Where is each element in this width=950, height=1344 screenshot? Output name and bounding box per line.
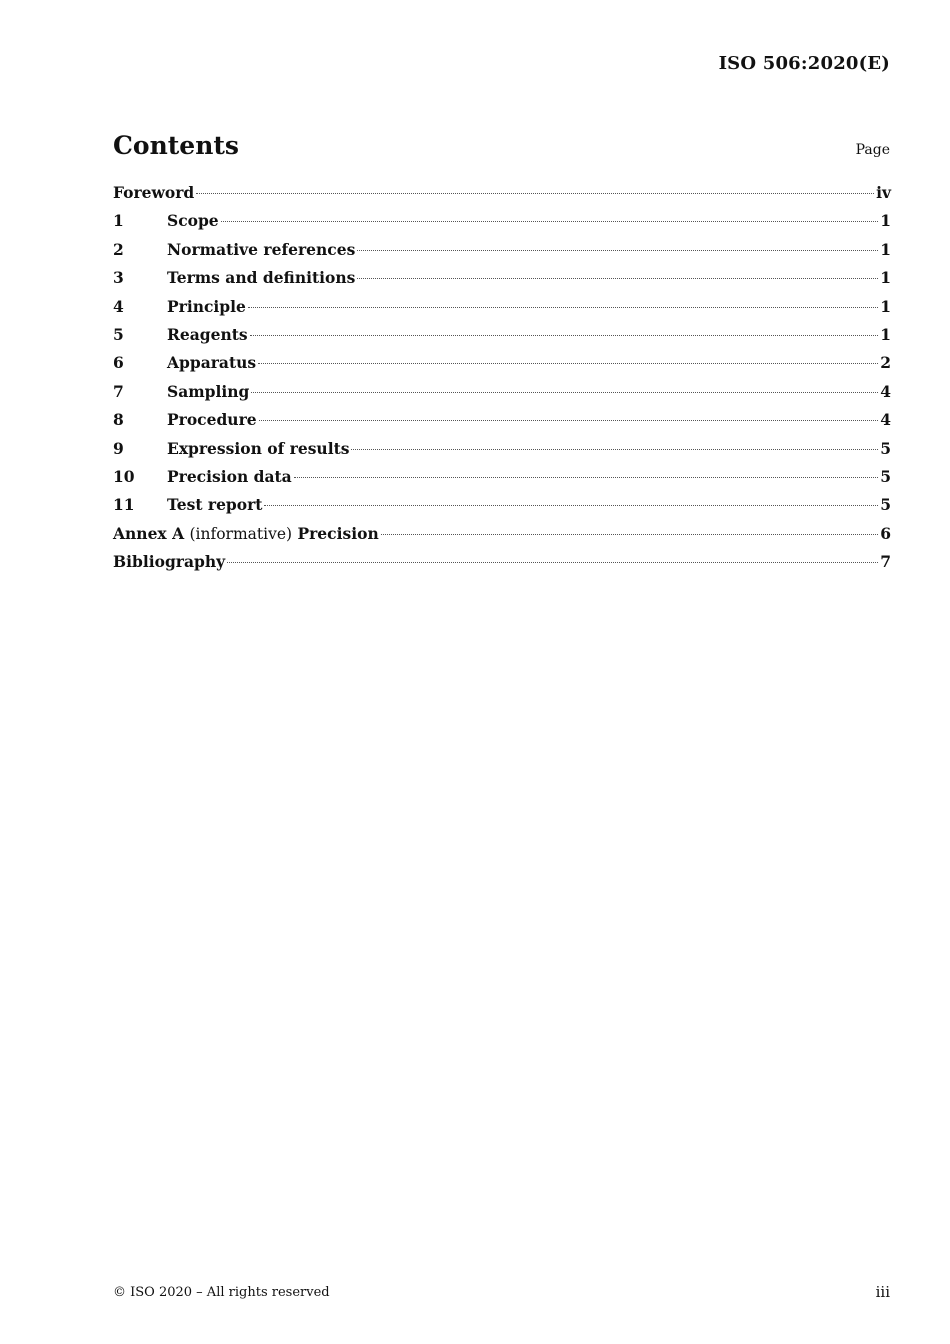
toc-entry-label: Normative references	[167, 239, 356, 259]
toc-entry-procedure[interactable]	[113, 410, 891, 438]
toc-entry-page: 2	[880, 353, 891, 373]
toc-entry-number: 2	[113, 239, 124, 259]
toc-entry-page: 7	[880, 552, 891, 572]
annex-prefix: Annex A	[113, 523, 185, 543]
toc-entry-scope[interactable]	[113, 211, 891, 239]
copyright-notice: © ISO 2020 – All rights reserved	[113, 1285, 330, 1300]
dot-leader	[221, 221, 879, 222]
dot-leader	[294, 477, 878, 478]
dot-leader	[250, 335, 879, 336]
dot-leader	[248, 307, 878, 308]
toc-entry-expression-of-results[interactable]	[113, 439, 891, 467]
toc-entry-test-report[interactable]	[113, 495, 891, 523]
dot-leader	[227, 562, 878, 563]
toc-entry-page: 5	[880, 466, 891, 486]
toc-entry-number: 8	[113, 410, 124, 430]
toc-entry-page: 1	[880, 268, 891, 288]
toc-entry-label: Procedure	[167, 410, 257, 430]
toc-entry-number: 6	[113, 353, 124, 373]
toc-entry-number: 4	[113, 296, 124, 316]
annex-title: Precision	[297, 523, 379, 543]
toc-entry-page: 1	[880, 296, 891, 316]
toc-entry-reagents[interactable]	[113, 325, 891, 353]
toc-entry-bibliography[interactable]	[113, 552, 891, 580]
toc-entry-label: Apparatus	[167, 353, 257, 373]
toc-entry-page: 6	[880, 523, 891, 543]
toc-entry-label: Foreword	[113, 183, 195, 202]
dot-leader	[259, 420, 879, 421]
annex-qualifier: (informative)	[189, 524, 293, 543]
toc-entry-number: 9	[113, 438, 124, 458]
toc-entry-page: 4	[880, 381, 891, 401]
dot-leader	[251, 392, 878, 393]
dot-leader	[357, 250, 878, 251]
toc-entry-normative-references[interactable]	[113, 240, 891, 268]
dot-leader	[264, 505, 878, 506]
toc-entry-sampling[interactable]	[113, 382, 891, 410]
toc-entry-apparatus[interactable]	[113, 353, 891, 381]
toc-entry-page: 5	[880, 438, 891, 458]
toc-entry-number: 3	[113, 268, 124, 288]
toc-entry-label: Sampling	[167, 381, 250, 401]
toc-entry-label: Scope	[167, 211, 219, 231]
dot-leader	[258, 363, 878, 364]
table-of-contents	[113, 183, 891, 580]
dot-leader	[196, 193, 874, 194]
toc-entry-number: 10	[113, 466, 135, 486]
toc-entry-label: Bibliography	[113, 552, 226, 572]
toc-entry-label: Reagents	[167, 324, 248, 344]
dot-leader	[351, 449, 878, 450]
toc-entry-foreword[interactable]	[113, 183, 891, 211]
toc-entry-number: 11	[113, 495, 135, 515]
toc-entry-label	[113, 524, 379, 543]
toc-entry-page: 4	[880, 410, 891, 430]
toc-entry-page: iv	[876, 183, 891, 202]
toc-entry-page: 1	[880, 239, 891, 259]
toc-entry-label: Expression of results	[167, 438, 350, 458]
toc-entry-page: 1	[880, 211, 891, 231]
dot-leader	[381, 534, 878, 535]
toc-entry-precision-data[interactable]	[113, 467, 891, 495]
toc-entry-page: 1	[880, 324, 891, 344]
toc-entry-number: 5	[113, 324, 124, 344]
toc-entry-principle[interactable]	[113, 297, 891, 325]
toc-entry-terms-and-definitions[interactable]	[113, 268, 891, 296]
toc-entry-label: Principle	[167, 296, 246, 316]
document-reference: ISO 506:2020(E)	[718, 53, 890, 74]
page-column-label: Page	[855, 142, 890, 158]
toc-entry-number: 7	[113, 381, 124, 401]
toc-entry-label: Terms and definitions	[167, 268, 356, 288]
page-number: iii	[875, 1283, 890, 1301]
dot-leader	[357, 278, 878, 279]
toc-entry-label: Test report	[167, 495, 263, 515]
toc-entry-number: 1	[113, 211, 124, 231]
toc-entry-label: Precision data	[167, 466, 292, 486]
contents-title: Contents	[113, 131, 240, 160]
toc-entry-annex-a[interactable]	[113, 524, 891, 552]
toc-entry-page: 5	[880, 495, 891, 515]
